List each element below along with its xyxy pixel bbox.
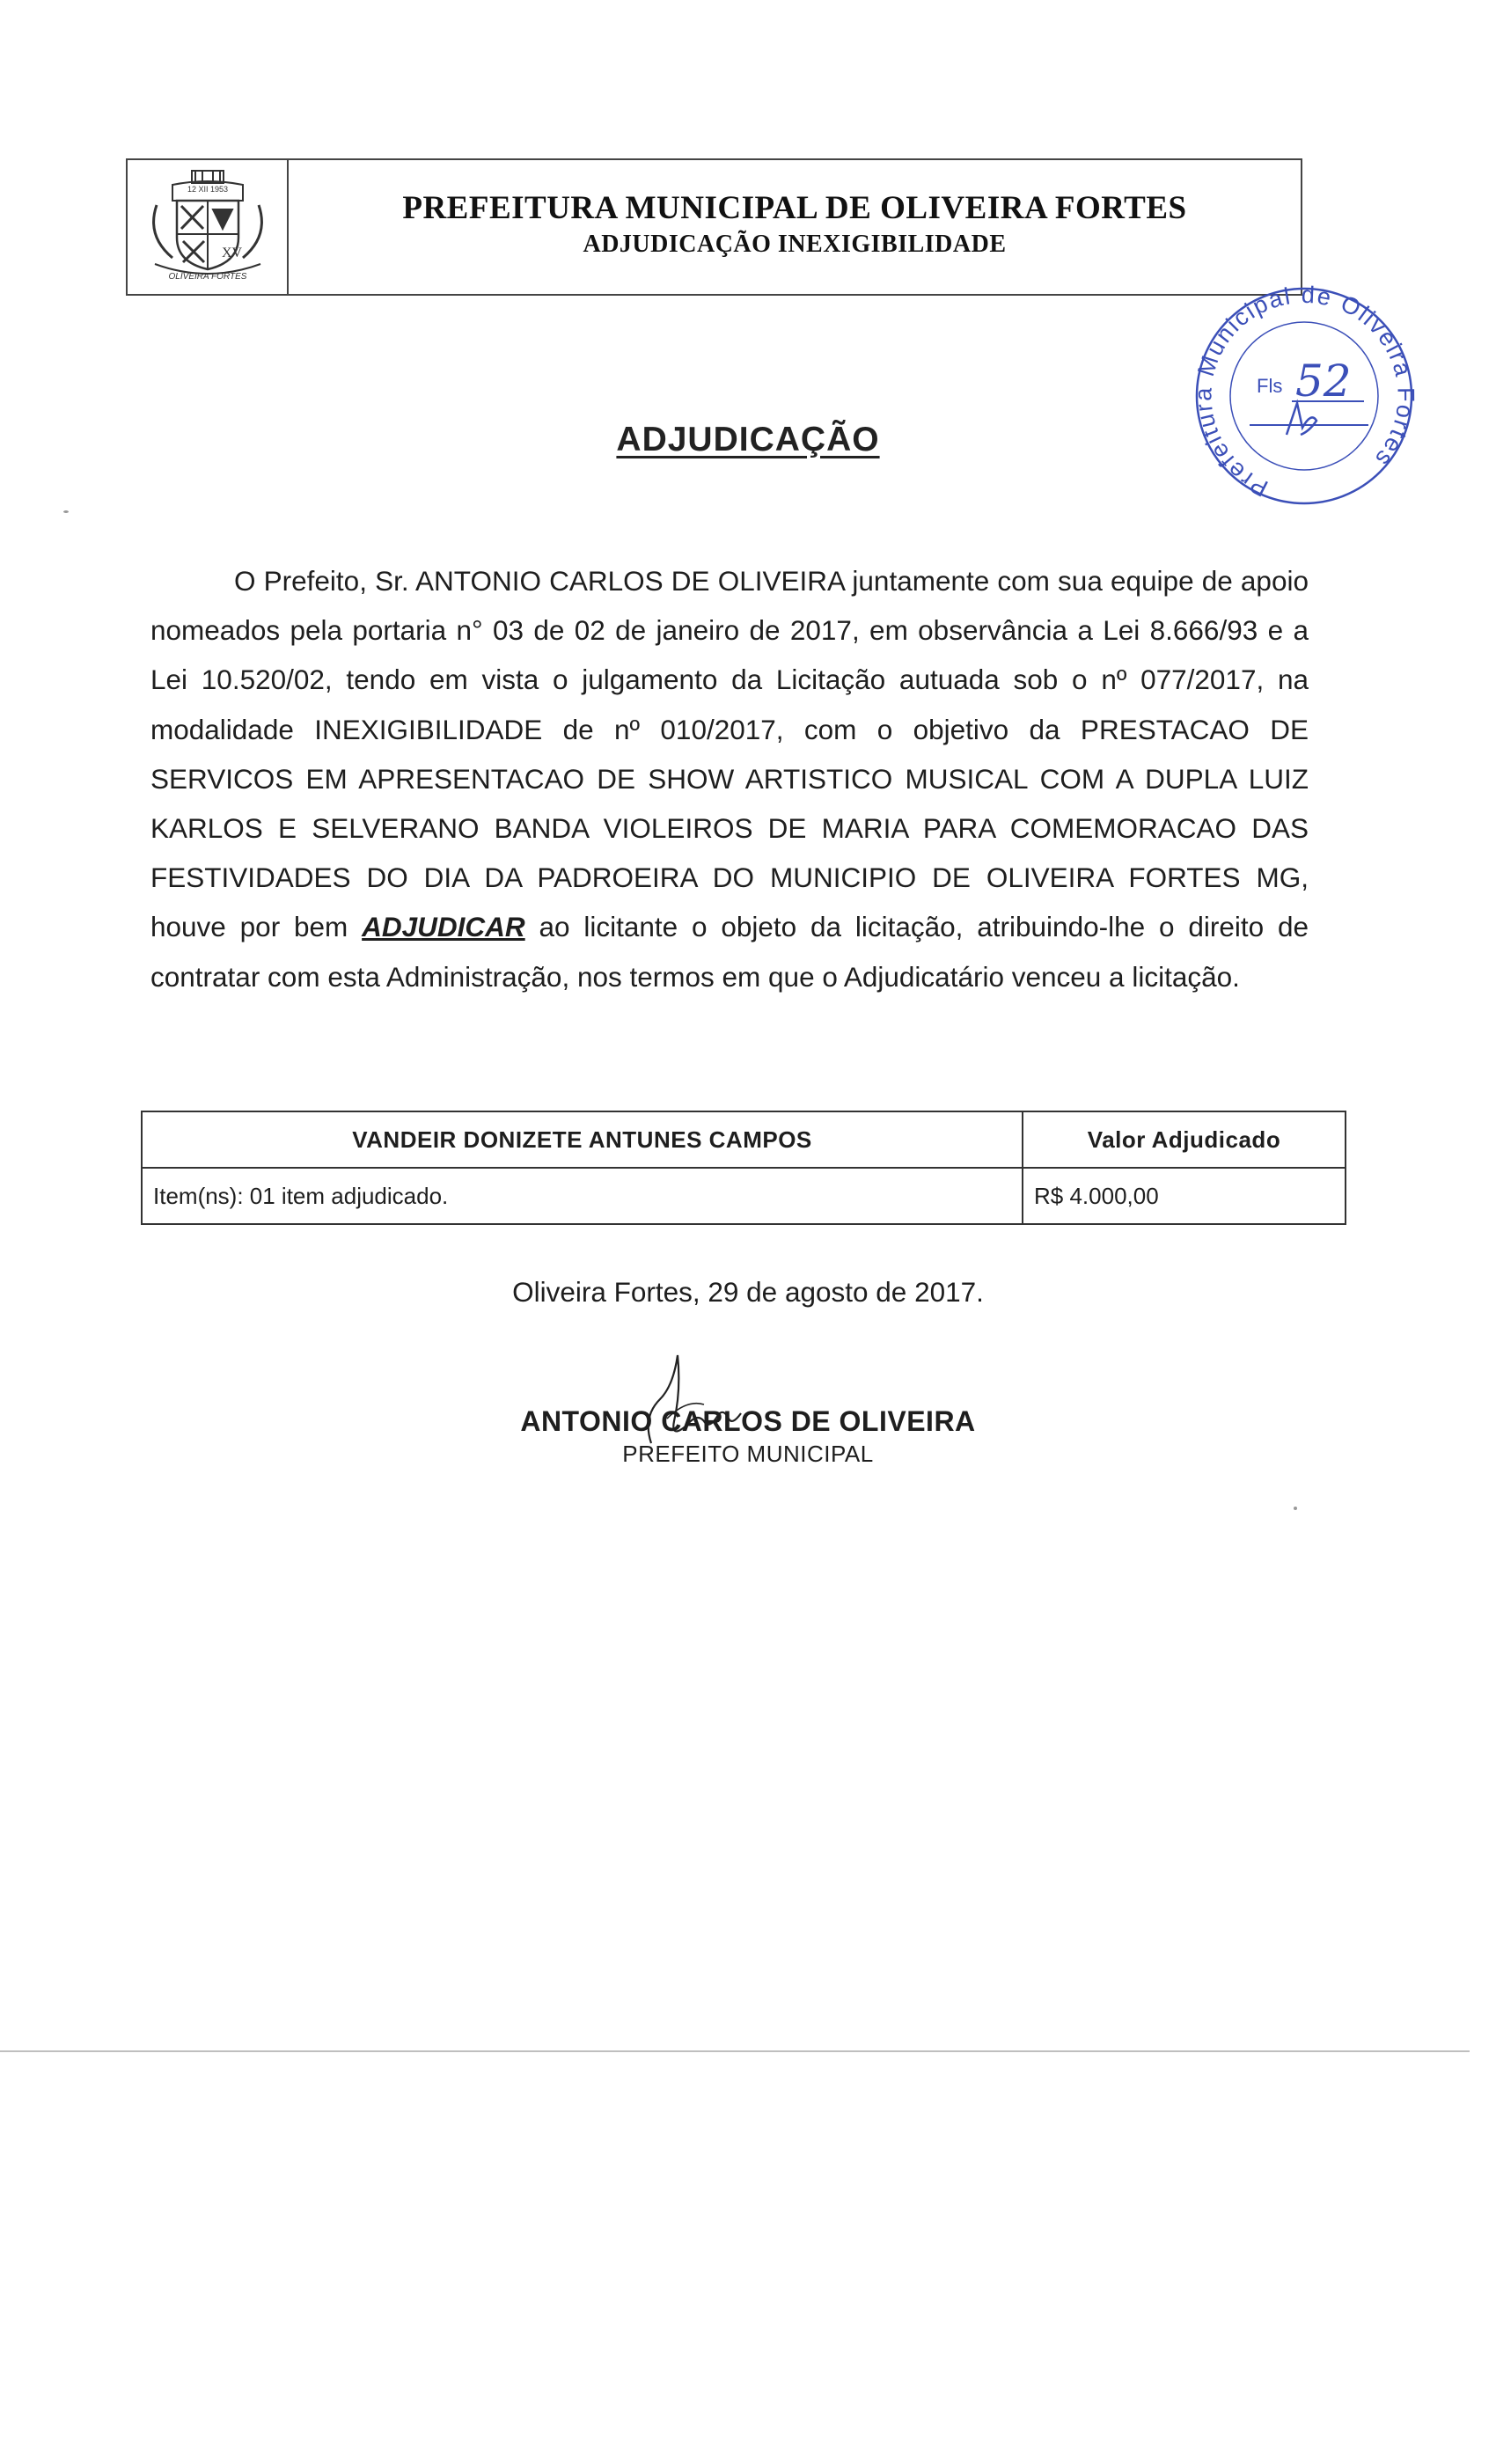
paragraph-text-end: ao licitante o objeto da licitação, atribuindo-lhe o direito de contratar com esta Administração, nos termos em que o Adjudicatário venceu a licitação. [150, 911, 1309, 993]
letterhead [126, 158, 1302, 296]
stamp-label: Fls [1257, 375, 1283, 397]
signer-name: ANTONIO CARLOS DE OLIVEIRA [520, 1405, 976, 1437]
adjudication-paragraph [150, 556, 1309, 1001]
stamp-page-number: 52 [1295, 356, 1352, 407]
awarded-value-cell: R$ 4.000,00 [1023, 1168, 1346, 1224]
scan-speck [63, 510, 69, 513]
place-and-date: Oliveira Fortes, 29 de agosto de 2017. [512, 1276, 984, 1308]
document-type-subtitle: ADJUDICAÇÃO INEXIGIBILIDADE [583, 230, 1007, 258]
awarded-items-cell: Item(ns): 01 item adjudicado. [142, 1168, 1023, 1224]
municipal-crest-icon [137, 165, 278, 289]
svg-text:12 XII 1953: 12 XII 1953 [187, 185, 228, 194]
municipality-title: PREFEITURA MUNICIPAL DE OLIVEIRA FORTES [402, 189, 1187, 226]
table-row [142, 1168, 1346, 1224]
crest-cell [128, 160, 289, 294]
svg-text:XV: XV [221, 246, 242, 260]
stamp-ring-text: Prefeitura Municipal de Oliveira Fortes [1190, 281, 1419, 502]
scan-speck [1294, 1507, 1297, 1510]
crest-banner-text: OLIVEIRA FORTES [168, 272, 246, 282]
table-header-row [142, 1111, 1346, 1168]
paragraph-text-start: O Prefeito, Sr. ANTONIO CARLOS DE OLIVEIRA juntamente com sua equipe de apoio nomeados pela portaria n° 03 de 02 de janeiro de 2017, em observância a Lei 8.666/93 e a Lei 10.520/02, tendo em vista o julgamento da Licitação autuada sob o nº 077/2017, na modalidade INEXIGIBILIDADE de nº 010/2017, com o objetivo da PRESTACAO DE SERVICOS EM APRESENTACAO DE SHOW ARTISTICO MUSICAL COM A DUPLA LUIZ KARLOS E SELVERANO BANDA VIOLEIROS DE MARIA PARA COMEMORACAO DAS FESTIVIDADES DO DIA DA PADROEIRA DO MUNICIPIO DE OLIVEIRA FORTES MG, houve por bem [150, 565, 1309, 943]
awardee-name-header: VANDEIR DONIZETE ANTUNES CAMPOS [142, 1111, 1023, 1168]
page-number-stamp [1188, 280, 1421, 513]
award-value-header: Valor Adjudicado [1023, 1111, 1346, 1168]
award-table [141, 1111, 1346, 1225]
adjudicar-emphasis: ADJUDICAR [362, 911, 525, 943]
signer-role: PREFEITO MUNICIPAL [622, 1441, 874, 1467]
scan-edge-line [0, 2050, 1470, 2052]
letterhead-text [289, 160, 1301, 294]
document-title: ADJUDICAÇÃO [616, 421, 880, 458]
